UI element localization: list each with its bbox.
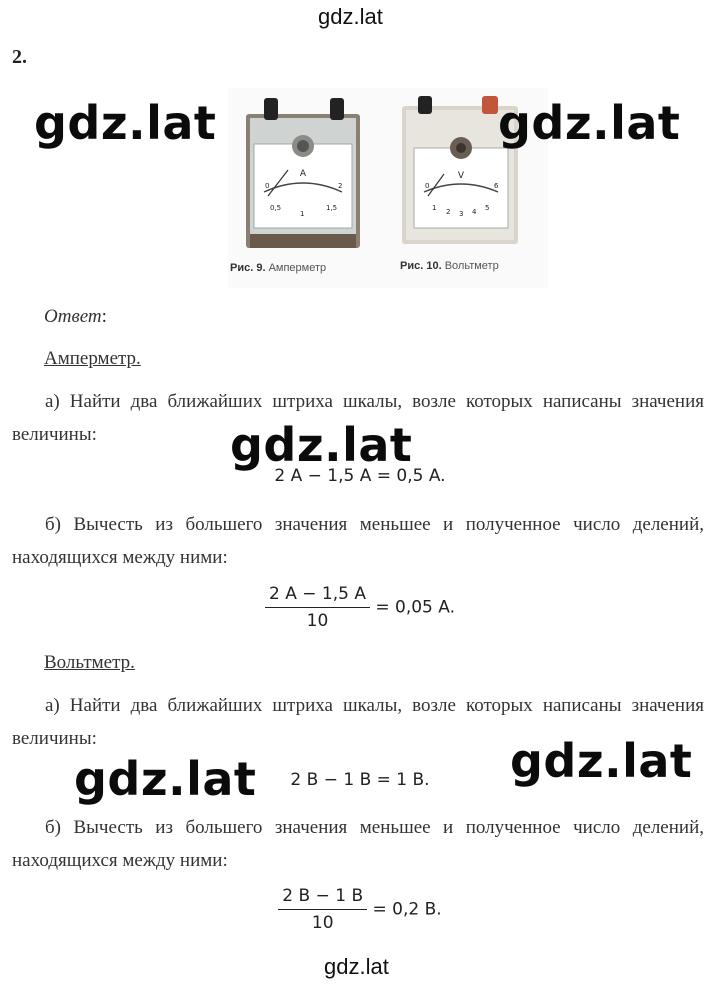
watermark-4: gdz.lat <box>74 752 257 806</box>
figure-10-number: Рис. 10. <box>400 260 442 272</box>
voltmeter-scale-5: 5 <box>485 204 490 212</box>
figure-9-name: Амперметр <box>268 262 327 274</box>
watermark-3: gdz.lat <box>230 418 413 472</box>
task-number: 2. <box>12 46 27 68</box>
ammeter-unit: A <box>299 169 307 179</box>
answer-colon: : <box>101 306 107 327</box>
voltmeter-heading: Вольтметр. <box>44 652 135 673</box>
ammeter-fraction-result: = 0,05 A. <box>375 597 456 618</box>
ammeter-fraction <box>265 584 370 631</box>
ammeter-scale-1-5: 1,5 <box>326 204 338 212</box>
ammeter-step-a: а) Найти два ближайших штриха шкалы, возле которых написаны значения величины: <box>12 391 704 445</box>
voltmeter-scale-4: 4 <box>472 208 477 216</box>
voltmeter-formula-a: 2 B − 1 B = 1 B. <box>290 770 430 790</box>
voltmeter-fraction-formula <box>0 886 720 933</box>
figure-9-number: Рис. 9. <box>230 262 266 274</box>
voltmeter-scale-1: 1 <box>432 204 437 212</box>
voltmeter-scale-6: 6 <box>494 182 499 190</box>
ammeter-scale-0-5: 0,5 <box>270 204 282 212</box>
voltmeter-fraction-result: = 0,2 B. <box>372 899 442 920</box>
voltmeter-step-b: б) Вычесть из большего значения меньшее и полученное число делений, находящихся между ними: <box>12 817 704 871</box>
ammeter-scale-0: 0 <box>265 182 270 190</box>
ammeter-scale-2: 2 <box>338 182 343 190</box>
answer-label: Ответ <box>44 306 102 327</box>
watermark-2: gdz.lat <box>498 96 681 150</box>
ammeter-scale-1: 1 <box>300 210 305 218</box>
figure-10-name: Вольтметр <box>444 260 499 272</box>
voltmeter-unit: V <box>457 171 465 181</box>
ammeter-heading: Амперметр. <box>44 348 141 369</box>
voltmeter-scale-0: 0 <box>425 182 430 190</box>
voltmeter-fraction-numerator: 2 B − 1 B <box>278 886 367 910</box>
voltmeter-fraction-denominator: 10 <box>311 913 334 933</box>
voltmeter-scale-2: 2 <box>446 208 451 216</box>
voltmeter-step-a: а) Найти два ближайших штриха шкалы, возле которых написаны значения величины: <box>12 695 704 749</box>
ammeter-formula-a: 2 A − 1,5 A = 0,5 A. <box>274 466 446 486</box>
ammeter-image <box>240 92 370 252</box>
figure-10-caption <box>400 260 499 272</box>
site-label-top: gdz.lat <box>318 4 383 29</box>
site-label-bottom: gdz.lat <box>324 954 389 979</box>
answer-line <box>44 306 107 328</box>
figure-9-caption <box>230 262 326 274</box>
watermark-1: gdz.lat <box>34 96 217 150</box>
watermark-5: gdz.lat <box>510 734 693 788</box>
ammeter-fraction-numerator: 2 A − 1,5 A <box>265 584 370 608</box>
ammeter-fraction-denominator: 10 <box>306 611 329 631</box>
ammeter-fraction-formula <box>0 584 720 631</box>
ammeter-step-b: б) Вычесть из большего значения меньшее и полученное число делений, находящихся между ними: <box>12 514 704 568</box>
voltmeter-fraction <box>278 886 367 933</box>
voltmeter-scale-3: 3 <box>459 210 464 218</box>
